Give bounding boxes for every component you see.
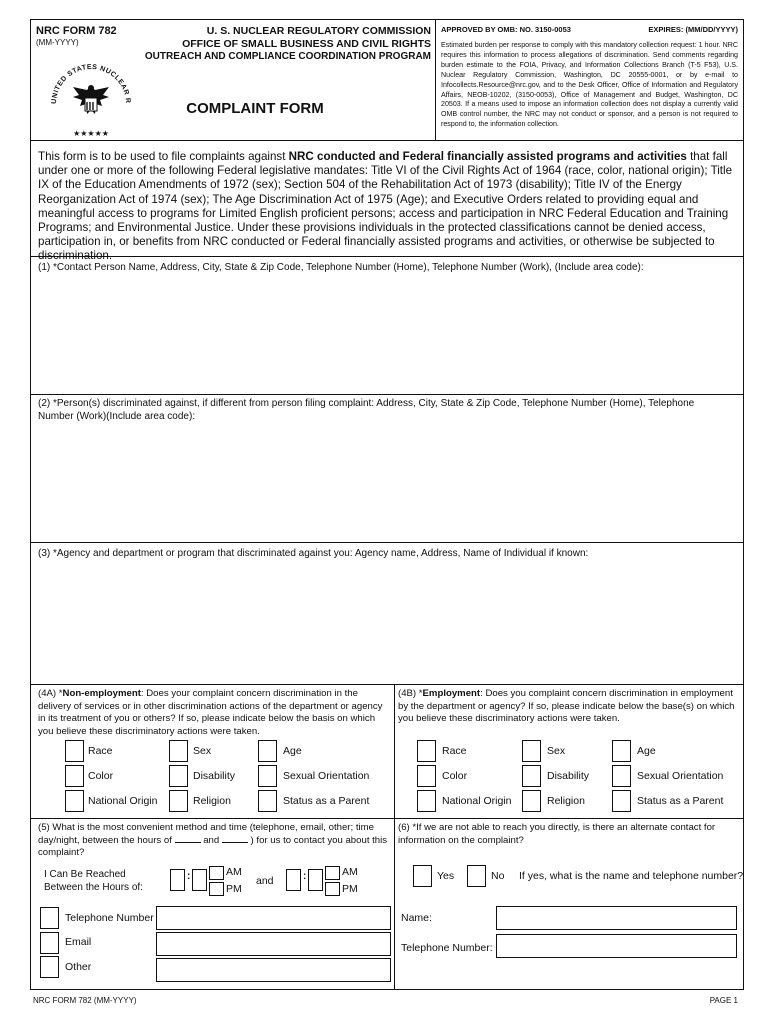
q5-am-to-label: AM	[342, 866, 358, 878]
footer-page-number: PAGE 1	[709, 996, 738, 1005]
q5-hour-to[interactable]	[286, 869, 301, 891]
agency-line-2: OFFICE OF SMALL BUSINESS AND CIVIL RIGHTS	[182, 38, 431, 50]
q4b-checkbox-race[interactable]	[417, 740, 436, 762]
q4b-checkbox-national-origin[interactable]	[417, 790, 436, 812]
q5-pm-from-label: PM	[226, 883, 242, 895]
q4a-label	[38, 688, 392, 738]
seal-stars: ★★★★★	[73, 129, 109, 138]
q3-top-rule	[30, 542, 744, 543]
q4a-label-race: Race	[88, 745, 113, 757]
q4b-checkbox-color[interactable]	[417, 765, 436, 787]
q4b-checkbox-age[interactable]	[612, 740, 631, 762]
q5-label	[38, 822, 392, 860]
q6-if-yes-label: If yes, what is the name and telephone number?	[519, 870, 744, 882]
q4b-label-color: Color	[442, 770, 468, 782]
q5-divider	[394, 818, 395, 990]
q6-name-label: Name:	[401, 912, 432, 924]
q1-label: (1) *Contact Person Name, Address, City, State & Zip Code, Telephone Number (Home), Telephone Number (Work), (Include area code):	[38, 262, 644, 273]
q4b-label-sex: Sex	[547, 745, 566, 757]
header-bottom-rule	[30, 140, 744, 141]
q4b-prefix: (4B) *	[398, 688, 423, 699]
q1-input-area[interactable]	[34, 278, 740, 392]
form-title: COMPLAINT FORM	[186, 100, 324, 117]
q4a-checkbox-sex[interactable]	[169, 740, 188, 762]
q2-top-rule	[30, 394, 744, 395]
q4a-label-status-as-parent: Status as a Parent	[283, 795, 370, 807]
q4b-label-disability: Disability	[547, 770, 590, 782]
q4-divider	[394, 684, 395, 818]
q4b-label-religion: Religion	[547, 795, 585, 807]
q4b-label-status-as-parent: Status as a Parent	[637, 795, 724, 807]
q4b-label-national-origin: National Origin	[442, 795, 512, 807]
q5-minute-from[interactable]	[192, 869, 207, 891]
omb-expires: EXPIRES: (MM/DD/YYYY)	[648, 25, 738, 34]
q4a-checkbox-color[interactable]	[65, 765, 84, 787]
q5-telephone-checkbox[interactable]	[40, 907, 59, 929]
q4a-checkbox-religion[interactable]	[169, 790, 188, 812]
q6-no-checkbox[interactable]	[467, 865, 486, 887]
q5-telephone-label: Telephone Number	[65, 912, 154, 924]
intro-text-1: This form is to be used to file complaints against	[38, 150, 289, 163]
q6-telephone-input[interactable]	[496, 934, 737, 958]
q5-colon-from: :	[187, 871, 191, 882]
q5-am-to-checkbox[interactable]	[325, 866, 340, 880]
q5-am-from-label: AM	[226, 866, 242, 878]
form-number: NRC FORM 782	[36, 25, 117, 37]
q4b-checkbox-religion[interactable]	[522, 790, 541, 812]
q5-minute-to[interactable]	[308, 869, 323, 891]
q4b-label-age: Age	[637, 745, 656, 757]
q5-am-from-checkbox[interactable]	[209, 866, 224, 880]
q5-reach-line-1: I Can Be Reached	[44, 869, 126, 880]
q3-input-area[interactable]	[34, 564, 740, 682]
q6-label: (6) *If we are not able to reach you directly, is there an alternate contact for information on the complaint?	[398, 822, 716, 846]
intro-paragraph	[38, 150, 740, 264]
q5-telephone-input[interactable]	[156, 906, 391, 930]
q4a-checkbox-status-as-parent[interactable]	[258, 790, 277, 812]
q2-label: (2) *Person(s) discriminated against, if different from person filing complaint: Address, City, State & Zip Code, Telephone Number (Home), Telephone Number (Work)(Include area code):	[38, 398, 695, 422]
q5-other-input[interactable]	[156, 958, 391, 982]
q4a-checkbox-race[interactable]	[65, 740, 84, 762]
q5-email-checkbox[interactable]	[40, 932, 59, 954]
q5-text-b: ) for us to contact you about this complaint?	[38, 834, 388, 858]
q4b-checkbox-sex[interactable]	[522, 740, 541, 762]
q4a-checkbox-national-origin[interactable]	[65, 790, 84, 812]
q5-top-rule	[30, 818, 744, 819]
q6-yes-checkbox[interactable]	[413, 865, 432, 887]
omb-burden-statement: Estimated burden per response to comply with this mandatory collection request: 1 hour. NRC requires this information to process allegations of discrimination. Send comments regarding burden estimate to the FOIA, Privacy, and Information Collections Branch (T-5 F53), U.S. Nuclear Regulatory Commission, Washington, DC 20555-0001, or by e-mail to Infocollects.Resource@nrc.gov, and to the Desk Officer, Office of Information and Regulatory Affairs, NEOB-10202, (3150-0053), Office of Management and Budget, Washington, DC 20503. If a means used to impose an information collection does not display a currently valid OMB control number, the NRC may not conduct or sponsor, and a person is not required to respond to, the information collection.	[441, 41, 738, 129]
q5-email-input[interactable]	[156, 932, 391, 956]
agency-line-1: U. S. NUCLEAR REGULATORY COMMISSION	[206, 25, 431, 37]
q5-colon-to: :	[303, 871, 307, 882]
q6-name-input[interactable]	[496, 906, 737, 930]
q4a-label-sexual-orientation: Sexual Orientation	[283, 770, 370, 782]
q6-telephone-label: Telephone Number:	[401, 942, 493, 954]
intro-text-2: that fall under one or more of the following Federal legislative mandates: Title VI of the Civil Rights Act of 1964 (race, color, national origin); Title IX of the Education Amendments of 1972 (sex); Section 504 of the Rehabilitation Act of 1973 (disability); Title IV of the Energy Reorganization Act of 1974 (sex); The Age Discrimination Act of 1975 (Age); and Executive Orders related to providing equal and meaningful access to programs for Limited English proficient persons; access and participation in NRC Federal Education and Training Programs; and Environmental Justice. Under these provisions individuals in the protected classifications cannot be denied access, participation in, or benefits from NRC conducted or Federal financially assisted programs and activities, or otherwise be subjected to discrimination.	[38, 150, 733, 263]
footer-form-number: NRC FORM 782 (MM-YYYY)	[33, 996, 137, 1005]
q5-email-label: Email	[65, 936, 92, 948]
q4b-bold: Employment	[422, 688, 481, 699]
form-date: (MM-YYYY)	[36, 38, 79, 47]
eagle-icon	[73, 85, 109, 114]
q4b-checkbox-sexual-orientation[interactable]	[612, 765, 631, 787]
q3-label: (3) *Agency and department or program that discriminated against you: Agency name, Address, Name of Individual if known:	[38, 548, 589, 559]
header-divider	[435, 19, 436, 140]
q5-reach-line-2: Between the Hours of:	[44, 881, 143, 893]
q4a-label-religion: Religion	[193, 795, 231, 807]
omb-approval: APPROVED BY OMB: NO. 3150-0053	[441, 25, 571, 34]
seal-text: UNITED STATES NUCLEAR R	[50, 63, 132, 105]
q6-yes-label: Yes	[437, 870, 455, 882]
q1-top-rule	[30, 256, 744, 257]
q4a-label-disability: Disability	[193, 770, 236, 782]
q4b-label-race: Race	[442, 745, 467, 757]
q4b-checkbox-disability[interactable]	[522, 765, 541, 787]
q4a-checkbox-disability[interactable]	[169, 765, 188, 787]
q4a-text: : Does your complaint concern discrimination in the delivery of services or in other discrimination actions of the department or agency in its treatment of you or others? If so, please indicate below the basis on which you believe these discriminatory actions were taken.	[38, 688, 383, 737]
q4b-checkbox-status-as-parent[interactable]	[612, 790, 631, 812]
q5-blank-start[interactable]	[175, 842, 201, 843]
q4a-label-national-origin: National Origin	[88, 795, 158, 807]
q4a-label-age: Age	[283, 745, 302, 757]
q2-input-area[interactable]	[34, 424, 740, 540]
q4-top-rule	[30, 684, 744, 685]
q4a-checkbox-age[interactable]	[258, 740, 277, 762]
q4a-bold: Non-employment	[62, 688, 141, 699]
q4a-label-color: Color	[88, 770, 114, 782]
q5-other-checkbox[interactable]	[40, 956, 59, 978]
q5-text-a: (5) What is the most convenient method and time (telephone, email, other; time day/night, between the hours of	[38, 822, 374, 846]
q4a-checkbox-sexual-orientation[interactable]	[258, 765, 277, 787]
q5-pm-to-label: PM	[342, 883, 358, 895]
q4b-text: : Does you complaint concern discrimination in employment by the department or agency? If so, please indicate below the base(s) on which you believe these discriminatory actions were taken.	[398, 688, 735, 724]
q5-hour-from[interactable]	[170, 869, 185, 891]
intro-bold: NRC conducted and Federal financially assisted programs and activities	[288, 150, 687, 163]
agency-line-3: OUTREACH AND COMPLIANCE COORDINATION PROGRAM	[144, 51, 431, 62]
q5-pm-from-checkbox[interactable]	[209, 882, 224, 896]
q5-reach-label	[44, 869, 143, 894]
q4a-prefix: (4A) *	[38, 688, 63, 699]
q5-text-and: and	[200, 834, 222, 846]
nrc-seal	[48, 58, 134, 144]
q5-other-label: Other	[65, 961, 92, 973]
q6-no-label: No	[491, 870, 505, 882]
q4b-label-sexual-orientation: Sexual Orientation	[637, 770, 724, 782]
q5-pm-to-checkbox[interactable]	[325, 882, 340, 896]
q4a-label-sex: Sex	[193, 745, 212, 757]
q5-blank-end[interactable]	[222, 842, 248, 843]
q4b-label	[398, 688, 740, 726]
q5-and-label: and	[256, 875, 274, 887]
